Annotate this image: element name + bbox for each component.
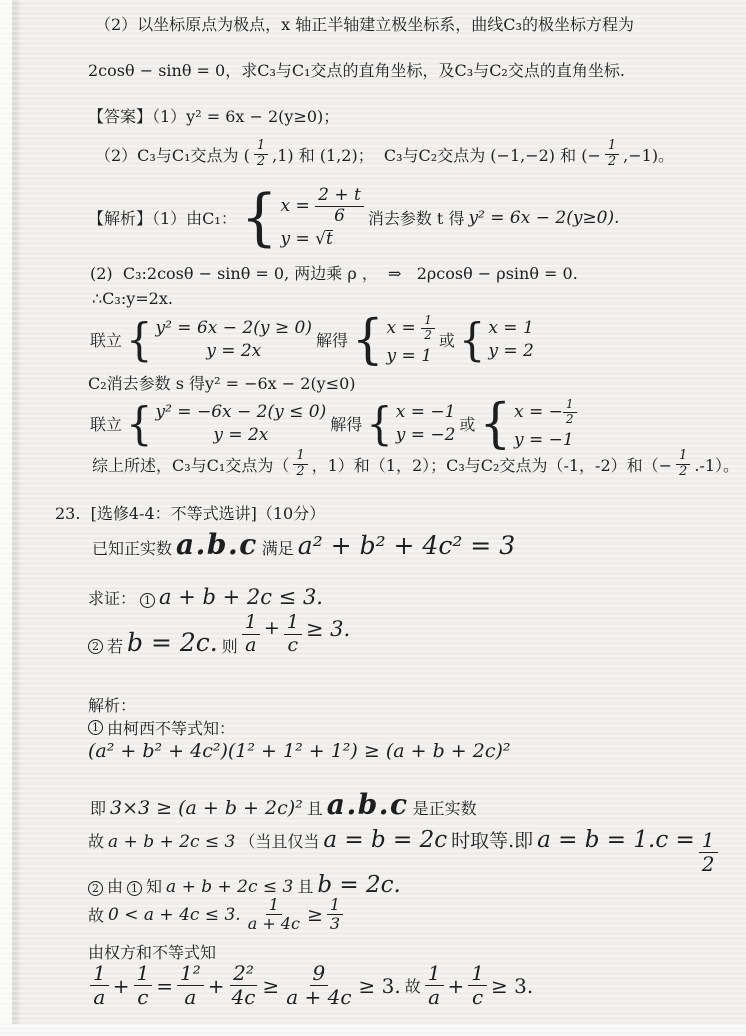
case-row xyxy=(281,229,333,249)
fraction xyxy=(254,139,268,170)
fraction xyxy=(315,186,364,226)
operator: = xyxy=(156,973,173,998)
text-segment: x = xyxy=(280,196,316,217)
fraction xyxy=(676,449,690,480)
analysis-part1 xyxy=(88,180,620,254)
text-segment: 【解析】（1）由C₁： xyxy=(88,209,237,229)
problem23-prove2 xyxy=(88,612,350,657)
math-segment: b = 2c. xyxy=(127,627,218,657)
fraction xyxy=(327,896,343,934)
fraction-denominator: 6 xyxy=(334,205,345,226)
operator: + xyxy=(447,973,465,998)
math-segment: a + b + 2c ≤ 3 xyxy=(108,832,236,852)
fraction-numerator: 1 xyxy=(327,896,343,915)
circled-digit: 1 xyxy=(88,720,103,735)
system-c3-c1 xyxy=(90,308,534,371)
text-segment: （2）以坐标原点为极点，x 轴正半轴建立极坐标系，曲线C₃的极坐标方程为 xyxy=(95,15,634,34)
text-segment: 且 xyxy=(306,799,323,818)
text-segment: (2) C₃:2cosθ − sinθ = 0, 两边乘 ρ ， ⇒ 2ρcosθ − ρsinθ = 0. xyxy=(90,264,578,283)
c2-parameter-elimination xyxy=(88,371,356,394)
text-segment: ,−1)。 xyxy=(623,145,675,165)
fraction-denominator: a + 4c xyxy=(247,914,300,934)
fraction-denominator: 2 xyxy=(256,153,266,169)
text-segment: 由 xyxy=(107,877,124,896)
fraction-denominator: a xyxy=(184,985,197,1009)
text-segment: .-1）。 xyxy=(694,455,740,475)
fraction-numerator: 1 xyxy=(468,962,487,986)
case-row: y = −2 xyxy=(395,425,456,446)
fraction-denominator: a xyxy=(245,633,257,656)
problem23-header xyxy=(55,501,325,524)
analysis-part2-polar xyxy=(90,261,578,284)
fraction-numerator: 1 xyxy=(676,449,690,465)
part2-setup xyxy=(88,872,401,898)
fraction xyxy=(468,962,487,1009)
math-segment: y² = 6x − 2(y≥0). xyxy=(468,207,620,228)
math-segment: 0 < a + 4c ≤ 3. xyxy=(108,904,241,925)
text-segment: 由权方和不等式知 xyxy=(88,943,217,962)
answer-part2 xyxy=(95,139,674,170)
text-segment: 综上所述，C₃与C₁交点为（ xyxy=(92,455,290,475)
text-segment: 且 xyxy=(297,877,314,896)
cases-brace: { xyxy=(351,308,384,371)
text-segment: ,1) 和 (1,2)； C₃与C₂交点为 (−1,−2) 和 (− xyxy=(272,145,601,165)
text-segment: 由柯西不等式知： xyxy=(107,719,236,738)
math-segment: ≥ 3. xyxy=(491,973,534,998)
text-segment: 或 xyxy=(438,331,455,351)
fraction xyxy=(245,896,303,934)
case-row xyxy=(387,314,435,343)
operator: + xyxy=(263,616,280,639)
final-derivation xyxy=(90,962,533,1009)
problem23-prove1 xyxy=(88,585,323,609)
fraction-denominator: c xyxy=(472,985,484,1009)
fraction xyxy=(134,962,153,1009)
text-segment: ，1）和（1，2）；C₃与C₂交点为（-1，-2）和（− xyxy=(311,455,673,475)
text-segment: 或 xyxy=(459,415,476,435)
fraction xyxy=(605,139,619,170)
problem-part2-statement-line2 xyxy=(88,58,625,81)
math-segment: (a² + b² + 4c²)(1² + 1² + 1²) ≥ (a + b + 2c)² xyxy=(88,740,511,762)
fraction xyxy=(90,962,109,1009)
text-segment: y = √ xyxy=(280,229,326,250)
text-segment: 故 xyxy=(88,906,105,926)
solution-set xyxy=(458,313,534,367)
case-row: y = 2 xyxy=(488,341,534,362)
fraction xyxy=(425,962,444,1009)
text-segment: 满足 xyxy=(261,539,294,558)
case-row: y = 2x xyxy=(206,341,262,362)
case-row: y = 2x xyxy=(213,425,269,446)
text-segment: 时取等.即 xyxy=(451,830,534,852)
fraction-numerator: 1 xyxy=(699,829,718,853)
math-segment: ≥ 3. xyxy=(305,616,351,641)
system-c3-c2 xyxy=(90,392,577,455)
fraction xyxy=(283,962,354,1009)
operator: + xyxy=(207,973,225,998)
text-segment: x = − xyxy=(514,402,563,423)
text-segment: 23. [选修4-4：不等式选讲]（10分） xyxy=(55,504,326,523)
fraction-denominator: 4c xyxy=(231,985,256,1009)
circled-digit: 1 xyxy=(140,593,155,608)
text-segment: （2）C₃与C₁交点为 ( xyxy=(95,145,250,165)
solution-set xyxy=(351,308,435,371)
operator: ≥ xyxy=(262,973,280,998)
fraction xyxy=(699,829,718,876)
text-segment: ∴C₃:y=2x. xyxy=(92,289,173,308)
text-segment: 故 xyxy=(404,977,421,996)
case-row: x = −1 xyxy=(395,402,456,423)
text-segment: 【答案】（1）y² = 6x − 2(y≥0)； xyxy=(88,107,340,126)
fraction xyxy=(293,449,307,480)
math-segment: a = b = 1.c = xyxy=(537,827,695,853)
conclusion-intersections xyxy=(92,449,739,480)
fraction-denominator: 2 xyxy=(424,327,432,342)
problem23-given xyxy=(92,528,515,561)
text-segment: 若 xyxy=(107,636,124,656)
fraction-numerator: 1 xyxy=(254,139,268,155)
c3-cartesian-equation xyxy=(92,289,173,308)
cases-brace: { xyxy=(126,313,153,367)
variables-abc: a.b.c xyxy=(326,788,409,821)
circled-digit: 2 xyxy=(88,881,103,896)
fraction-numerator: 1 xyxy=(421,314,435,329)
cauchy-inequality xyxy=(88,740,511,762)
fraction-denominator: c xyxy=(137,985,149,1009)
text-segment: 则 xyxy=(221,636,238,656)
text-segment: C₂消去参数 s 得y² = −6x − 2(y≤0) xyxy=(88,374,356,393)
text-segment: 故 xyxy=(88,832,105,851)
fraction xyxy=(563,398,577,427)
cases-brace: { xyxy=(126,397,153,451)
text-segment: 2cosθ − sinθ = 0，求C₃与C₁交点的直角坐标，及C₃与C₂交点的直角坐标. xyxy=(88,61,625,80)
math-segment: a = b = 2c xyxy=(323,827,448,853)
parametric-system xyxy=(240,180,364,254)
fraction-numerator: 1 xyxy=(242,612,260,635)
case-row: x = 1 xyxy=(488,318,534,339)
solution-set xyxy=(479,392,576,455)
case-row xyxy=(281,186,364,226)
fraction-denominator: c xyxy=(287,633,299,656)
cases-brace: { xyxy=(240,180,278,254)
case-row xyxy=(514,398,577,427)
fraction-denominator: a xyxy=(93,985,106,1009)
fraction-numerator: 1 xyxy=(266,896,282,915)
solution-label xyxy=(88,693,136,716)
variables-abc: a.b.c xyxy=(176,528,258,561)
text-segment: 已知正实数 xyxy=(92,539,173,558)
operator: ≥ xyxy=(306,903,323,926)
case-row: y = −1 xyxy=(514,429,574,450)
fraction-denominator: 2 xyxy=(565,411,574,426)
radicand: t xyxy=(326,228,333,249)
text-segment: 是正实数 xyxy=(412,799,477,818)
fraction-denominator: a xyxy=(428,985,441,1009)
text-segment: 联立 xyxy=(90,415,123,435)
fraction-denominator: 2 xyxy=(679,463,688,479)
cauchy-intro xyxy=(88,716,235,739)
cauchy-consequence xyxy=(90,788,477,821)
math-segment: b = 2c. xyxy=(317,872,401,898)
fraction-numerator: 1² xyxy=(177,962,204,986)
text-segment: 知 xyxy=(146,877,163,896)
operator: + xyxy=(112,973,130,998)
fraction xyxy=(177,962,204,1009)
fraction-numerator: 2 + t xyxy=(315,186,364,207)
math-segment: a² + b² + 4c² = 3 xyxy=(297,531,516,560)
case-row: y = 1 xyxy=(386,345,433,366)
math-segment: 3×3 ≥ (a + b + 2c)² xyxy=(110,797,303,819)
fraction-denominator: a + 4c xyxy=(286,985,352,1009)
fraction xyxy=(242,612,260,657)
cases-brace: { xyxy=(479,392,511,455)
equation-system xyxy=(126,313,312,367)
equality-condition xyxy=(88,826,718,876)
math-segment: ≥ 3. xyxy=(358,973,401,998)
text-segment: 解得 xyxy=(315,331,348,351)
fraction-numerator: 1 xyxy=(293,449,307,465)
text-segment: 求证： xyxy=(88,589,137,608)
text-segment: 解析： xyxy=(88,696,137,715)
problem-part2-statement-line1 xyxy=(95,12,634,35)
fraction-denominator: 3 xyxy=(329,914,341,934)
text-segment: x = xyxy=(386,318,422,339)
fraction-numerator: 1 xyxy=(563,398,577,413)
text-segment: 消去参数 t 得 xyxy=(367,209,465,229)
equation-system xyxy=(126,397,327,451)
cases-brace: { xyxy=(458,313,486,367)
math-segment: a + b + 2c ≤ 3. xyxy=(159,585,323,609)
fraction-numerator: 9 xyxy=(310,962,329,986)
fraction-numerator: 1 xyxy=(425,962,444,986)
a4c-bound xyxy=(88,896,343,934)
text-segment: 解得 xyxy=(330,415,363,435)
fraction-denominator: 2 xyxy=(701,852,715,876)
math-segment: a + b + 2c ≤ 3 xyxy=(166,877,294,897)
fraction-numerator: 1 xyxy=(90,962,109,986)
answer-part1 xyxy=(88,104,339,127)
fraction-denominator: 2 xyxy=(607,153,617,169)
fraction xyxy=(284,612,302,657)
circled-digit: 2 xyxy=(88,639,103,654)
fraction-numerator: 2² xyxy=(230,962,257,986)
case-row: y² = 6x − 2(y ≥ 0) xyxy=(155,318,312,339)
fraction-denominator: 2 xyxy=(296,463,305,479)
solution-set xyxy=(366,397,456,451)
circled-digit: 1 xyxy=(127,881,142,896)
text-segment: （当且仅当 xyxy=(239,832,320,851)
case-row: y² = −6x − 2(y ≤ 0) xyxy=(155,402,327,423)
text-segment: 即 xyxy=(90,799,107,818)
text-segment: 联立 xyxy=(90,331,123,351)
fraction xyxy=(229,962,259,1009)
cases-brace: { xyxy=(366,397,393,451)
power-mean-intro xyxy=(88,940,216,963)
fraction xyxy=(421,314,435,343)
fraction-numerator: 1 xyxy=(284,612,302,635)
fraction-numerator: 1 xyxy=(605,139,619,155)
fraction-numerator: 1 xyxy=(134,962,153,986)
